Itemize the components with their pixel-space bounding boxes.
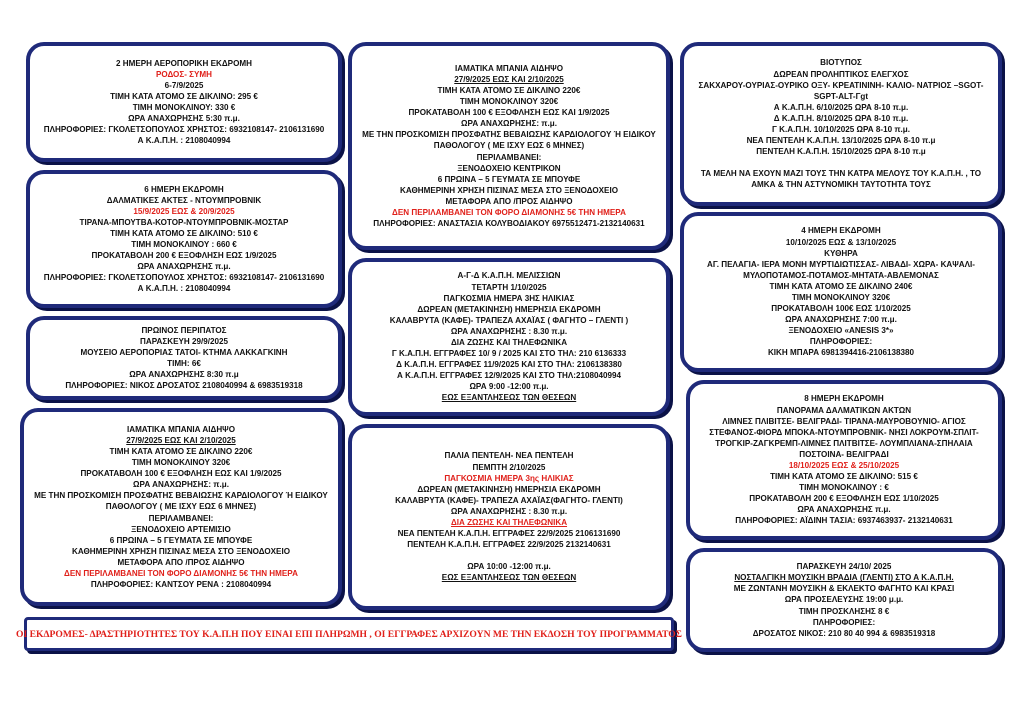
card-aidipsos-baths-2: [20, 408, 342, 606]
dalmatia-line: 6 ΗΜΕΡΗ ΕΚΔΡΟΜΗ: [144, 184, 224, 194]
aidipsos1-line: ΤΙΜΗ ΚΑΤΑ ΑΤΟΜΟ ΣΕ ΔΙΚΛΙΝΟ 220€: [437, 85, 581, 95]
aidipsos2-line: ΜΕΤΑΦΟΡΑ ΑΠΟ /ΠΡΟΣ ΑΙΔΗΨΟ: [117, 557, 245, 567]
vradia-line: ΤΙΜΗ ΠΡΟΣΚΛΗΣΗΣ 8 €: [798, 606, 890, 616]
kythira-line: ΤΙΜΗ ΜΟΝΟΚΛΙΝΟΥ 320€: [791, 293, 891, 302]
rodos-line: ΤΙΜΗ ΜΟΝΟΚΛΙΝΟΥ: 330 €: [132, 103, 236, 112]
penteli-line: ΠΑΓΚΟΣΜΙΑ ΗΜΕΡΑ 3ης ΗΛΙΚΙΑΣ: [444, 473, 574, 483]
dalmatia-line: ΤΙΜΗ ΚΑΤΑ ΑΤΟΜΟ ΣΕ ΔΙΚΛΙΝΟ: 510 €: [110, 228, 258, 238]
kalavryta1-line: ΕΩΣ ΕΞΑΝΤΛΗΣΕΩΣ ΤΩΝ ΘΕΣΕΩΝ: [441, 393, 577, 403]
dalmatia-line: ΠΛΗΡΟΦΟΡΙΕΣ: ΓΚΟΛΕΤΣΟΠΟΥΛΟΣ ΧΡΗΣΤΟΣ: 6932108147- 2106131690: [43, 273, 325, 283]
vradia-line: ΠΑΡΑΣΚΕΥΗ 24/10/ 2025: [796, 562, 892, 572]
kythira-line: ΚΙΚΗ ΜΠΑΡΑ 6981394416-2106138380: [767, 348, 915, 358]
rodos-line: ΤΙΜΗ ΚΑΤΑ ΑΤΟΜΟ ΣΕ ΔΙΚΛΙΝΟ: 295 €: [110, 91, 258, 101]
card-dalmatia-8day-trip: [686, 380, 1002, 540]
aidipsos1-line: 27/9/2025 ΕΩΣ ΚΑΙ 2/10/2025: [454, 74, 564, 84]
kythira-line: ΞΕΝΟΔΟΧΕΙΟ «ANESIS 3*»: [788, 326, 894, 336]
dalmatia-line: ΩΡΑ ΑΝΑΧΩΡΗΣΗΣ π.μ.: [137, 262, 231, 272]
aidipsos1-line: ΠΑΘΟΛΟΓΟΥ ( ΜΕ ΙΣΧΥ ΕΩΣ 6 ΜΗΝΕΣ): [433, 141, 585, 151]
card-morning-walk: [26, 316, 342, 400]
penteli-line: ΕΩΣ ΕΞΑΝΤΛΗΣΕΩΣ ΤΩΝ ΘΕΣΕΩΝ: [441, 573, 577, 583]
kythira-line: ΜΥΛΟΠΟΤΑΜΟΣ-ΠΟΤΑΜΟΣ-ΜΗΤΑΤΑ-ΑΒΛΕΜΟΝΑΣ: [743, 270, 939, 280]
kalavryta1-line: ΔΩΡΕΑΝ (ΜΕΤΑΚΙΝΗΣΗ) ΗΜΕΡΗΣΙΑ ΕΚΔΡΟΜΗ: [417, 304, 601, 314]
kalavryta1-line: ΔΙΑ ΖΩΣΗΣ ΚΑΙ ΤΗΛΕΦΩΝΙΚΑ: [450, 338, 568, 347]
kalavryta1-line: Γ Κ.Α.Π.Η. ΕΓΓΡΑΦΕΣ 10/ 9 / 2025 ΚΑΙ ΣΤΟ ΤΗΛ: 210 6136333: [391, 349, 627, 359]
aidipsos1-line: ΞΕΝΟΔΟΧΕΙΟ ΚΕΝΤΡΙΚΟΝ: [457, 163, 561, 173]
dalmatia8-line: ΤΙΜΗ ΜΟΝΟΚΛΙΝΟΥ : €: [799, 483, 889, 493]
aidipsos2-line: ΜΕ ΤΗΝ ΠΡΟΣΚΟΜΙΣΗ ΠΡΟΣΦΑΤΗΣ ΒΕΒΑΙΩΣΗΣ ΚΑΡΔΙΟΛΟΓΟΥ Ή ΕΙΔΙΚΟΥ: [34, 491, 328, 501]
kalavryta1-line: Δ Κ.Α.Π.Η. ΕΓΓΡΑΦΕΣ 11/9/2025 ΚΑΙ ΣΤΟ ΤΗΛ: 2106138380: [396, 360, 622, 370]
aidipsos1-line: 6 ΠΡΩΙΝΑ – 5 ΓΕΥΜΑΤΑ ΣΕ ΜΠΟΥΦΕ: [437, 174, 581, 184]
card-dalmatia-6day-trip: [26, 170, 342, 308]
peripatos-line: ΜΟΥΣΕΙΟ ΑΕΡΟΠΟΡΙΑΣ ΤΑΤΟΙ- ΚΤΗΜΑ ΛΑΚΚΑΓΚΙΝΗ: [80, 347, 288, 357]
viotypos-line: ΔΩΡΕΑΝ ΠΡΟΛΗΠΤΙΚΟΣ ΕΛΕΓΧΟΣ: [773, 69, 909, 79]
dalmatia8-line: ΠΛΗΡΟΦΟΡΙΕΣ: ΑΪΔΙΝΗ ΤΑΣΙΑ: 6937463937- 2132140631: [735, 516, 953, 526]
vradia-line: ΝΟΣΤΑΛΓΙΚΗ ΜΟΥΣΙΚΗ ΒΡΑΔΙΑ (ΓΛΕΝΤΙ) ΣΤΟ Α Κ.Α.Π.Η.: [734, 573, 954, 583]
penteli-line: ΠΕΝΤΕΛΗ Κ.Α.Π.Η. ΕΓΓΡΑΦΕΣ 22/9/2025 2132140631: [407, 540, 611, 550]
kythira-line: ΩΡΑ ΑΝΑΧΩΡΗΣΗΣ 7:00 π.μ.: [785, 315, 897, 325]
penteli-line: ΠΕΜΠΤΗ 2/10/2025: [472, 462, 546, 472]
aidipsos2-line: ΙΑΜΑΤΙΚΑ ΜΠΑΝΙΑ ΑΙΔΗΨΟ: [126, 424, 236, 434]
viotypos-line: ΝΕΑ ΠΕΝΤΕΛΗ Κ.Α.Π.Η. 13/10/2025 ΩΡΑ 8-10 π.μ: [746, 136, 936, 146]
kalavryta1-line: Α Κ.Α.Π.Η. ΕΓΓΡΑΦΕΣ 12/9/2025 ΚΑΙ ΣΤΟ ΤΗΛ:2108040994: [397, 371, 621, 381]
kalavryta1-line: ΩΡΑ 9:00 -12:00 π.μ.: [469, 382, 549, 392]
penteli-line: ΔΩΡΕΑΝ (ΜΕΤΑΚΙΝΗΣΗ) ΗΜΕΡΗΣΙΑ ΕΚΔΡΟΜΗ: [417, 484, 601, 494]
viotypos-line: ΤΑ ΜΕΛΗ ΝΑ ΕΧΟΥΝ ΜΑΖΙ ΤΟΥΣ ΤΗΝ ΚΑΤΡΑ ΜΕΛΟΥΣ ΤΟΥ Κ.Α.Π.Η. , ΤΟ: [700, 169, 982, 179]
rodos-line: Α Κ.Α.Π.Η. : 2108040994: [137, 136, 231, 146]
aidipsos1-line: ΠΕΡΙΛΑΜΒΑΝΕΙ:: [476, 152, 542, 162]
rodos-line: 2 ΗΜΕΡΗ ΑΕΡΟΠΟΡΙΚΗ ΕΚΔΡΟΜΗ: [116, 58, 252, 68]
kythira-line: ΤΙΜΗ ΚΑΤΑ ΑΤΟΜΟ ΣΕ ΔΙΚΛΙΝΟ 240€: [769, 281, 913, 291]
aidipsos1-line: ΔΕΝ ΠΕΡΙΛΑΜΒΑΝΕΙ ΤΟΝ ΦΟΡΟ ΔΙΑΜΟΝΗΣ 5€ ΤΗΝ ΗΜΕΡΑ: [392, 208, 626, 218]
dalmatia8-line: ΠΟΣΤΟΙΝΑ- ΒΕΛΙΓΡΑΔΙ: [799, 449, 889, 459]
aidipsos1-line: ΠΛΗΡΟΦΟΡΙΕΣ: ΑΝΑΣΤΑΣΙΑ ΚΟΛΥΒΟΔΙΑΚΟΥ 6975512471-2132140631: [373, 219, 645, 229]
dalmatia8-line: ΤΡΟΓΚΙΡ-ΖΑΓΚΡΕΜΠ-ΛΙΜΝΕΣ ΠΛΙΤΒΙΤΣΕ- ΛΟΥΜΠΛΙΑΝΑ-ΣΠΗΛΑΙΑ: [715, 438, 973, 448]
aidipsos2-line: ΠΡΟΚΑΤΑΒΟΛΗ 100 € ΕΞΟΦΛΗΣΗ ΕΩΣ ΚΑΙ 1/9/2025: [80, 469, 282, 479]
aidipsos2-line: 6 ΠΡΩΙΝΑ – 5 ΓΕΥΜΑΤΑ ΣΕ ΜΠΟΥΦΕ: [109, 535, 253, 545]
viotypos-line: ΣΑΚΧΑΡΟΥ-ΟΥΡΙΑΣ-ΟΥΡΙΚΟ ΟΞΥ- ΚΡΕΑΤΙΝΙΝΗ- ΚΑΛΙΟ- ΝΑΤΡΙΟΣ –SGOT-: [698, 80, 984, 90]
dalmatia-line: ΤΙΡΑΝΑ-ΜΠΟΥΤΒΑ-ΚΟΤΟΡ-ΝΤΟΥΜΠΡΟΒΝΙΚ-ΜΟΣΤΑΡ: [79, 217, 289, 227]
viotypos-line: Δ Κ.Α.Π.Η. 8/10/2025 ΩΡΑ 8-10 π.μ.: [773, 113, 909, 123]
rodos-line: ΠΛΗΡΟΦΟΡΙΕΣ: ΓΚΟΛΕΤΣΟΠΟΥΛΟΣ ΧΡΗΣΤΟΣ: 6932108147- 2106131690: [43, 125, 325, 135]
registration-notice-banner: [16, 617, 682, 651]
viotypos-line: ΑΜΚΑ & ΤΗΝ ΑΣΤΥΝΟΜΙΚΗ ΤΑΥΤΟΤΗΤΑ ΤΟΥΣ: [751, 180, 931, 190]
vradia-line: ΩΡΑ ΠΡΟΣΕΛΕΥΣΗΣ 19:00 μ.μ.: [784, 595, 904, 605]
card-rodos-trip: [26, 42, 342, 162]
viotypos-line: SGPT-ALT-Γgt: [813, 91, 869, 101]
dalmatia8-line: 8 ΗΜΕΡΗ ΕΚΔΡΟΜΗ: [804, 394, 884, 404]
dalmatia-line: Α Κ.Α.Π.Η. : 2108040994: [137, 284, 231, 294]
aidipsos2-line: ΤΙΜΗ ΚΑΤΑ ΑΤΟΜΟ ΣΕ ΔΙΚΛΙΝΟ 220€: [109, 446, 253, 456]
viotypos-line: ΒΙΟΤΥΠΟΣ: [820, 58, 862, 68]
dalmatia-line: ΤΙΜΗ ΜΟΝΟΚΛΙΝΟΥ : 660 €: [131, 240, 237, 249]
dalmatia-line: ΠΡΟΚΑΤΑΒΟΛΗ 200 € ΕΞΟΦΛΗΣΗ ΕΩΣ 1/9/2025: [91, 251, 277, 261]
card-aidipsos-baths-1: [348, 42, 670, 250]
kalavryta1-line: ΠΑΓΚΟΣΜΙΑ ΗΜΕΡΑ 3ΗΣ ΗΛΙΚΙΑΣ: [443, 293, 575, 303]
dalmatia-line: 15/9/2025 ΕΩΣ & 20/9/2025: [133, 206, 235, 216]
dalmatia8-line: ΛΙΜΝΕΣ ΠΛΙΒΙΤΣΕ- ΒΕΛΙΓΡΑΔΙ- ΤΙΡΑΝΑ-ΜΑΥΡΟΒΟΥΝΙΟ- ΑΓΙΟΣ: [722, 416, 966, 426]
aidipsos1-line: ΙΑΜΑΤΙΚΑ ΜΠΑΝΙΑ ΑΙΔΗΨΟ: [454, 63, 564, 73]
vradia-line: ΔΡΟΣΑΤΟΣ ΝΙΚΟΣ: 210 80 40 994 & 6983519318: [752, 628, 936, 638]
card-penteli-kalavryta: [348, 424, 670, 610]
penteli-line: ΔΙΑ ΖΩΣΗΣ ΚΑΙ ΤΗΛΕΦΩΝΙΚΑ: [450, 518, 568, 528]
aidipsos2-line: ΔΕΝ ΠΕΡΙΛΑΜΒΑΝΕΙ ΤΟΝ ΦΟΡΟ ΔΙΑΜΟΝΗΣ 5€ ΤΗΝ ΗΜΕΡΑ: [64, 569, 298, 579]
peripatos-line: ΤΙΜΗ: 6€: [167, 359, 201, 368]
card-kythira-trip: [680, 212, 1002, 372]
aidipsos2-line: ΠΑΘΟΛΟΓΟΥ ( ΜΕ ΙΣΧΥ ΕΩΣ 6 ΜΗΝΕΣ): [105, 502, 257, 512]
kalavryta1-line: ΚΑΛΑΒΡΥΤΑ (ΚΑΦΕ)- ΤΡΑΠΕΖΑ ΑΧΑΪΑΣ ( ΦΑΓΗΤΟ – ΓΛΕΝΤΙ ): [389, 315, 629, 325]
registration-notice-text: ΟΙ ΕΚΔΡΟΜΕΣ- ΔΡΑΣΤΗΡΙΟΤΗΤΕΣ ΤΟΥ Κ.Α.Π.Η ΠΟΥ ΕΙΝΑΙ ΕΠΙ ΠΛΗΡΩΜΗ , ΟΙ ΕΓΓΡΑΦΕΣ ΑΡΧΙΖΟΥΝ ΜΕ ΤΗΝ ΕΚΔΟΣΗ ΤΟΥ ΠΡΟΓΡΑΜΜΑΤΟΣ: [16, 628, 682, 640]
penteli-line: ΝΕΑ ΠΕΝΤΕΛΗ Κ.Α.Π.Η. ΕΓΓΡΑΦΕΣ 22/9/2025 2106131690: [397, 529, 621, 539]
rodos-line: ΩΡΑ ΑΝΑΧΩΡΗΣΗΣ 5:30 π.μ.: [128, 114, 240, 124]
kalavryta1-line: ΩΡΑ ΑΝΑΧΩΡΗΣΗΣ : 8.30 π.μ.: [450, 326, 568, 336]
vradia-line: ΜΕ ΖΩΝΤΑΝΗ ΜΟΥΣΙΚΗ & ΕΚΛΕΚΤΟ ΦΑΓΗΤΟ ΚΑΙ ΚΡΑΣΙ: [733, 584, 955, 594]
aidipsos1-line: ΤΙΜΗ ΜΟΝΟΚΛΙΝΟΥ 320€: [459, 97, 559, 107]
aidipsos2-line: ΠΛΗΡΟΦΟΡΙΕΣ: ΚΑΝΤΣΟΥ ΡΕΝΑ : 2108040994: [90, 580, 272, 590]
card-viotypos-checkup: [680, 42, 1002, 206]
aidipsos2-line: ΤΙΜΗ ΜΟΝΟΚΛΙΝΟΥ 320€: [131, 458, 231, 468]
dalmatia-line: ΔΑΛΜΑΤΙΚΕΣ ΑΚΤΕΣ - ΝΤΟΥΜΠΡΟΒΝΙΚ: [106, 195, 262, 205]
dalmatia8-line: ΤΙΜΗ ΚΑΤΑ ΑΤΟΜΟ ΣΕ ΔΙΚΛΙΝΟ: 515 €: [770, 472, 918, 482]
penteli-line: ΩΡΑ ΑΝΑΧΩΡΗΣΗΣ : 8.30 π.μ.: [450, 506, 568, 516]
kythira-line: ΠΡΟΚΑΤΑΒΟΛΗ 100€ ΕΩΣ 1/10/2025: [771, 304, 911, 314]
penteli-line: ΠΑΛΙΑ ΠΕΝΤΕΛΗ- ΝΕΑ ΠΕΝΤΕΛΗ: [444, 451, 574, 461]
vradia-line: ΠΛΗΡΟΦΟΡΙΕΣ:: [812, 617, 876, 627]
aidipsos2-line: ΩΡΑ ΑΝΑΧΩΡΗΣΗΣ: π.μ.: [133, 480, 229, 490]
dalmatia8-line: ΣΤΕΦΑΝΟΣ-ΦΙΟΡΔ ΜΠΟΚΑ-ΝΤΟΥΜΠΡΟΒΝΙΚ- ΝΗΣΙ ΛΟΚΡΟΥΜ-ΣΠΛΙΤ-: [709, 427, 979, 437]
kythira-line: 4 ΗΜΕΡΗ ΕΚΔΡΟΜΗ: [801, 226, 881, 236]
dalmatia8-line: ΩΡΑ ΑΝΑΧΩΡΗΣΗΣ π.μ.: [797, 505, 891, 515]
aidipsos2-line: ΚΑΘΗΜΕΡΙΝΗ ΧΡΗΣΗ ΠΙΣΙΝΑΣ ΜΕΣΑ ΣΤΟ ΞΕΝΟΔΟΧΕΙΟ: [72, 546, 290, 556]
kythira-line: ΚΥΘΗΡΑ: [824, 248, 858, 258]
rodos-line: ΡΟΔΟΣ- ΣΥΜΗ: [155, 69, 213, 79]
aidipsos1-line: ΜΕΤΑΦΟΡΑ ΑΠΟ /ΠΡΟΣ ΑΙΔΗΨΟ: [445, 196, 573, 206]
aidipsos2-line: ΠΕΡΙΛΑΜΒΑΝΕΙ:: [148, 513, 214, 523]
card-kalavryta-melissia: [348, 258, 670, 416]
viotypos-line: Α Κ.Α.Π.Η. 6/10/2025 ΩΡΑ 8-10 π.μ.: [773, 102, 909, 112]
dalmatia8-line: ΠΑΝΟΡΑΜΑ ΔΑΛΜΑΤΙΚΩΝ ΑΚΤΩΝ: [776, 405, 912, 415]
viotypos-line: Γ Κ.Α.Π.Η. 10/10/2025 ΩΡΑ 8-10 π.μ.: [772, 125, 910, 135]
penteli-line: ΩΡΑ 10:00 -12:00 π.μ.: [467, 562, 551, 572]
dalmatia8-line: 18/10/2025 ΕΩΣ & 25/10/2025: [788, 461, 900, 470]
penteli-line: ΚΑΛΑΒΡΥΤΑ (ΚΑΦΕ)- ΤΡΑΠΕΖΑ ΑΧΑΪΑΣ(ΦΑΓΗΤΟ- ΓΛΕΝΤΙ): [395, 495, 623, 505]
peripatos-line: ΠΛΗΡΟΦΟΡΙΕΣ: ΝΙΚΟΣ ΔΡΟΣΑΤΟΣ 2108040994 & 6983519318: [65, 381, 303, 391]
aidipsos1-line: ΜΕ ΤΗΝ ΠΡΟΣΚΟΜΙΣΗ ΠΡΟΣΦΑΤΗΣ ΒΕΒΑΙΩΣΗΣ ΚΑΡΔΙΟΛΟΓΟΥ Ή ΕΙΔΙΚΟΥ: [362, 130, 656, 140]
kalavryta1-line: Α-Γ-Δ Κ.Α.Π.Η. ΜΕΛΙΣΣΙΩΝ: [457, 271, 561, 281]
peripatos-line: ΠΡΩΙΝΟΣ ΠΕΡΙΠΑΤΟΣ: [141, 325, 227, 335]
kythira-line: ΑΓ. ΠΕΛΑΓΙΑ- ΙΕΡΑ ΜΟΝΗ ΜΥΡΤΙΔΙΩΤΙΣΣΑΣ- ΛΙΒΑΔΙ- ΧΩΡΑ- ΚΑΨΑΛΙ-: [706, 259, 975, 269]
aidipsos2-line: 27/9/2025 ΕΩΣ ΚΑΙ 2/10/2025: [126, 435, 236, 445]
aidipsos1-line: ΩΡΑ ΑΝΑΧΩΡΗΣΗΣ: π.μ.: [461, 119, 557, 129]
aidipsos2-line: ΞΕΝΟΔΟΧΕΙΟ ΑΡΤΕΜΙΣΙΟ: [131, 524, 231, 534]
kythira-line: ΠΛΗΡΟΦΟΡΙΕΣ:: [809, 337, 873, 347]
kalavryta1-line: ΤΕΤΑΡΤΗ 1/10/2025: [471, 282, 547, 292]
viotypos-line: ΠΕΝΤΕΛΗ Κ.Α.Π.Η. 15/10/2025 ΩΡΑ 8-10 π.μ: [756, 147, 926, 157]
aidipsos1-line: ΚΑΘΗΜΕΡΙΝΗ ΧΡΗΣΗ ΠΙΣΙΝΑΣ ΜΕΣΑ ΣΤΟ ΞΕΝΟΔΟΧΕΙΟ: [400, 185, 618, 195]
dalmatia8-line: ΠΡΟΚΑΤΑΒΟΛΗ 200 € ΕΞΟΦΛΗΣΗ ΕΩΣ 1/10/2025: [749, 494, 939, 504]
peripatos-line: ΠΑΡΑΣΚΕΥΗ 29/9/2025: [140, 336, 228, 346]
rodos-line: 6-7/9/2025: [164, 80, 204, 90]
kythira-line: 10/10/2025 ΕΩΣ & 13/10/2025: [785, 237, 897, 247]
card-music-night: [686, 548, 1002, 652]
peripatos-line: ΩΡΑ ΑΝΑΧΩΡΗΣΗΣ 8:30 π.μ: [129, 370, 239, 380]
aidipsos1-line: ΠΡΟΚΑΤΑΒΟΛΗ 100 € ΕΞΟΦΛΗΣΗ ΕΩΣ ΚΑΙ 1/9/2025: [408, 108, 610, 118]
